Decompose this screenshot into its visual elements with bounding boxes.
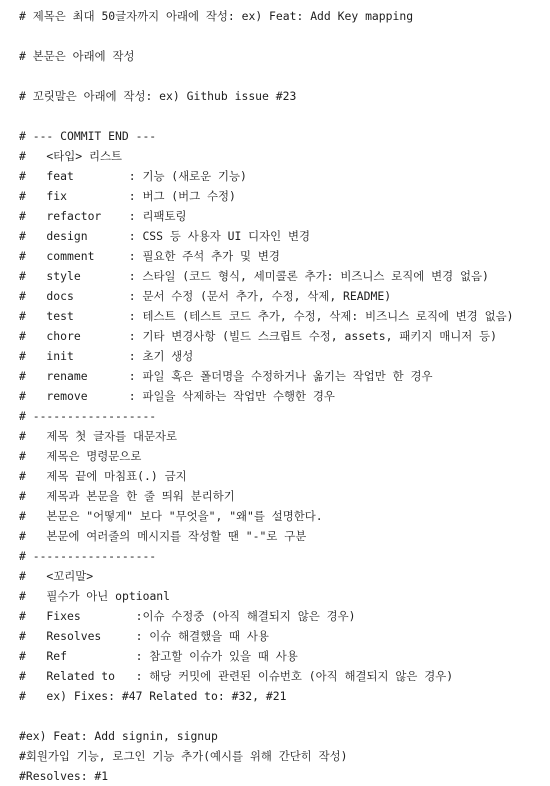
text-line: # --- COMMIT END --- — [19, 129, 157, 143]
commit-template-text[interactable] — [19, 6, 514, 786]
text-line: # 본문에 여러줄의 메시지를 작성할 땐 "-"로 구분 — [19, 529, 307, 543]
text-line: # 제목은 최대 50글자까지 아래에 작성: ex) Feat: Add Key mapping — [19, 9, 414, 23]
text-line: # refactor : 리팩토링 — [19, 209, 187, 223]
text-line: # style : 스타일 (코드 형식, 세미콜론 추가: 비즈니스 로직에 변경 없음) — [19, 269, 489, 283]
text-line: # 제목 첫 글자를 대문자로 — [19, 429, 178, 443]
blank-line — [19, 26, 514, 46]
text-line: # <꼬리말> — [19, 569, 94, 583]
text-line: # 제목은 명령문으로 — [19, 449, 142, 463]
text-line: # 본문은 아래에 작성 — [19, 49, 135, 63]
text-line: # design : CSS 등 사용자 UI 디자인 변경 — [19, 229, 311, 243]
text-line: # Related to : 해당 커밋에 관련된 이슈번호 (아직 해결되지 않은 경우) — [19, 669, 454, 683]
text-line: # <타입> 리스트 — [19, 149, 123, 163]
text-line: # rename : 파일 혹은 폴더명을 수정하거나 옮기는 작업만 한 경우 — [19, 369, 433, 383]
blank-line — [19, 706, 514, 726]
text-line: #Resolves: #1 — [19, 769, 109, 783]
text-line: # 제목과 본문을 한 줄 띄워 분리하기 — [19, 489, 235, 503]
text-line: # Resolves : 이슈 해결했을 때 사용 — [19, 629, 269, 643]
text-line: # 필수가 아닌 optioanl — [19, 589, 171, 603]
blank-line — [19, 66, 514, 86]
text-line: # Ref : 참고할 이슈가 있을 때 사용 — [19, 649, 298, 663]
text-line: # fix : 버그 (버그 수정) — [19, 189, 236, 203]
blank-line — [19, 106, 514, 126]
text-line: # Fixes :이슈 수정중 (아직 해결되지 않은 경우) — [19, 609, 356, 623]
text-line: # 제목 끝에 마침표(.) 금지 — [19, 469, 187, 483]
text-line: #회원가입 기능, 로그인 기능 추가(예시를 위해 간단히 작성) — [19, 749, 348, 763]
text-line: # 꼬릿말은 아래에 작성: ex) Github issue #23 — [19, 89, 297, 103]
text-line: # chore : 기타 변경사항 (빌드 스크립트 수정, assets, 패키지 매니저 등) — [19, 329, 497, 343]
text-line: #ex) Feat: Add signin, signup — [19, 729, 218, 743]
text-line: # ------------------ — [19, 549, 157, 563]
text-line: # ------------------ — [19, 409, 157, 423]
text-line: # init : 초기 생성 — [19, 349, 194, 363]
text-line: # docs : 문서 수정 (문서 추가, 수정, 삭제, README) — [19, 289, 392, 303]
text-line: # comment : 필요한 주석 추가 및 변경 — [19, 249, 280, 263]
text-line: # feat : 기능 (새로운 기능) — [19, 169, 247, 183]
text-line: # ex) Fixes: #47 Related to: #32, #21 — [19, 689, 287, 703]
text-line: # remove : 파일을 삭제하는 작업만 수행한 경우 — [19, 389, 335, 403]
text-line: # 본문은 "어떻게" 보다 "무엇을", "왜"를 설명한다. — [19, 509, 323, 523]
text-line: # test : 테스트 (테스트 코드 추가, 수정, 삭제: 비즈니스 로직에 변경 없음) — [19, 309, 514, 323]
